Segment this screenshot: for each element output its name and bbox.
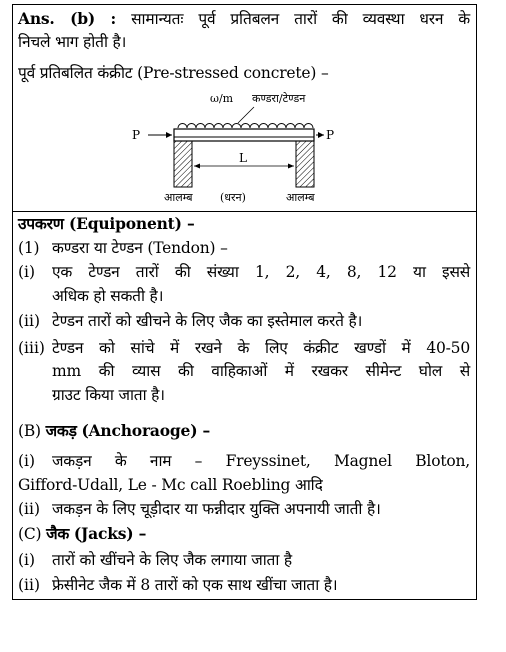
equipment-heading-hi: उपकरण — [18, 214, 64, 233]
answer-line-1 — [18, 9, 470, 29]
tendon-label: कण्डरा/टेण्डन — [252, 92, 306, 105]
jacks-heading-hi: जैक — [46, 524, 70, 543]
equipment-item-1-line-1: एक टेण्डन तारों की संख्या 1, 2, 4, 8, 12 या इससे — [52, 263, 470, 281]
equipment-item-3-line-3: ग्राउट किया जाता है। — [52, 386, 165, 404]
span-label: L — [239, 151, 247, 165]
answer-text-1: सामान्यतः पूर्व प्रतिबलन तारों की व्यवस्था धरन के — [131, 10, 470, 28]
anchorage-heading-hi: जकड़ — [45, 421, 77, 440]
answer-line-2: निचले भाग होती है। — [18, 33, 127, 51]
jacks-number: (C) — [18, 525, 42, 543]
jacks-item-1-number: (i) — [18, 551, 36, 569]
jacks-item-2-line-1: फ्रेसीनेट जैक में 8 तारों को एक साथ खींचा जाता है। — [52, 576, 338, 594]
force-label-left: P — [132, 128, 141, 142]
tendon-leader-line — [238, 107, 254, 123]
jacks-heading — [18, 524, 470, 544]
equipment-item-1-line-2: अधिक हो सकती है। — [52, 287, 164, 305]
beam — [174, 129, 314, 141]
load-label: ω/m — [210, 92, 234, 105]
prestressed-heading-en: (Pre-stressed concrete) – — [137, 64, 329, 82]
answer-box — [12, 4, 477, 600]
anchorage-item-2-line-1: जकड़न के लिए चूड़ीदार या फन्नीदार युक्ति अपनायी जाती है। — [52, 500, 381, 518]
anchorage-item-1-line-2: Gifford-Udall, Le - Mc call Roebling आदि — [18, 476, 323, 494]
distributed-load — [178, 124, 313, 129]
equipment-item-3-number: (iii) — [18, 339, 45, 357]
span-arrowhead-right — [288, 164, 294, 169]
prestressed-beam-diagram — [126, 89, 336, 211]
equipment-item-2-line-1: टेण्डन तारों को खीचने के लिए जैक का इस्तेमाल करते है। — [52, 312, 363, 330]
anchorage-heading-en: (Anchoraoge) – — [81, 421, 211, 440]
section-divider — [13, 211, 476, 212]
beam-label: (धरन) — [220, 191, 246, 204]
equipment-heading — [18, 214, 470, 234]
answer-label: Ans. (b) : — [18, 9, 117, 28]
equipment-heading-en: (Equiponent) – — [68, 214, 195, 233]
anchorage-item-2-number: (ii) — [18, 500, 41, 518]
force-arrowhead-right — [318, 132, 324, 138]
jacks-item-1-line-1: तारों को खींचने के लिए जैक लगाया जाता है — [52, 551, 292, 569]
anchorage-item-1-number: (i) — [18, 452, 36, 470]
tendon-heading — [18, 238, 470, 258]
equipment-item-2-number: (ii) — [18, 312, 41, 330]
anchorage-number: (B) — [18, 422, 41, 440]
anchorage-item-1-line-1: जकड़न के नाम – Freyssinet, Magnel Bloton, — [52, 452, 470, 470]
equipment-item-3-line-2: mm की व्यास की वाहिकाओं में रखकर सीमेन्ट घोल से — [52, 362, 470, 380]
tendon-heading-number: (1) — [18, 239, 40, 257]
right-support — [296, 141, 314, 187]
prestressed-heading-hi: पूर्व प्रतिबलित कंक्रीट — [18, 64, 133, 82]
prestressed-heading — [18, 63, 470, 83]
equipment-item-1-number: (i) — [18, 263, 36, 281]
tendon-heading-text: कण्डरा या टेण्डन (Tendon) – — [52, 239, 228, 257]
support-label-left: आलम्ब — [164, 191, 193, 204]
left-support — [174, 141, 192, 187]
jacks-item-2-number: (ii) — [18, 576, 41, 594]
force-arrowhead-left — [166, 132, 172, 138]
span-arrowhead-left — [194, 164, 200, 169]
equipment-item-3-line-1: टेण्डन को सांचे में रखने के लिए कंक्रीट खण्डों में 40-50 — [52, 339, 470, 357]
jacks-heading-en: (Jacks) – — [73, 524, 147, 543]
anchorage-heading — [18, 421, 470, 441]
support-label-right: आलम्ब — [286, 191, 315, 204]
force-label-right: P — [326, 128, 335, 142]
